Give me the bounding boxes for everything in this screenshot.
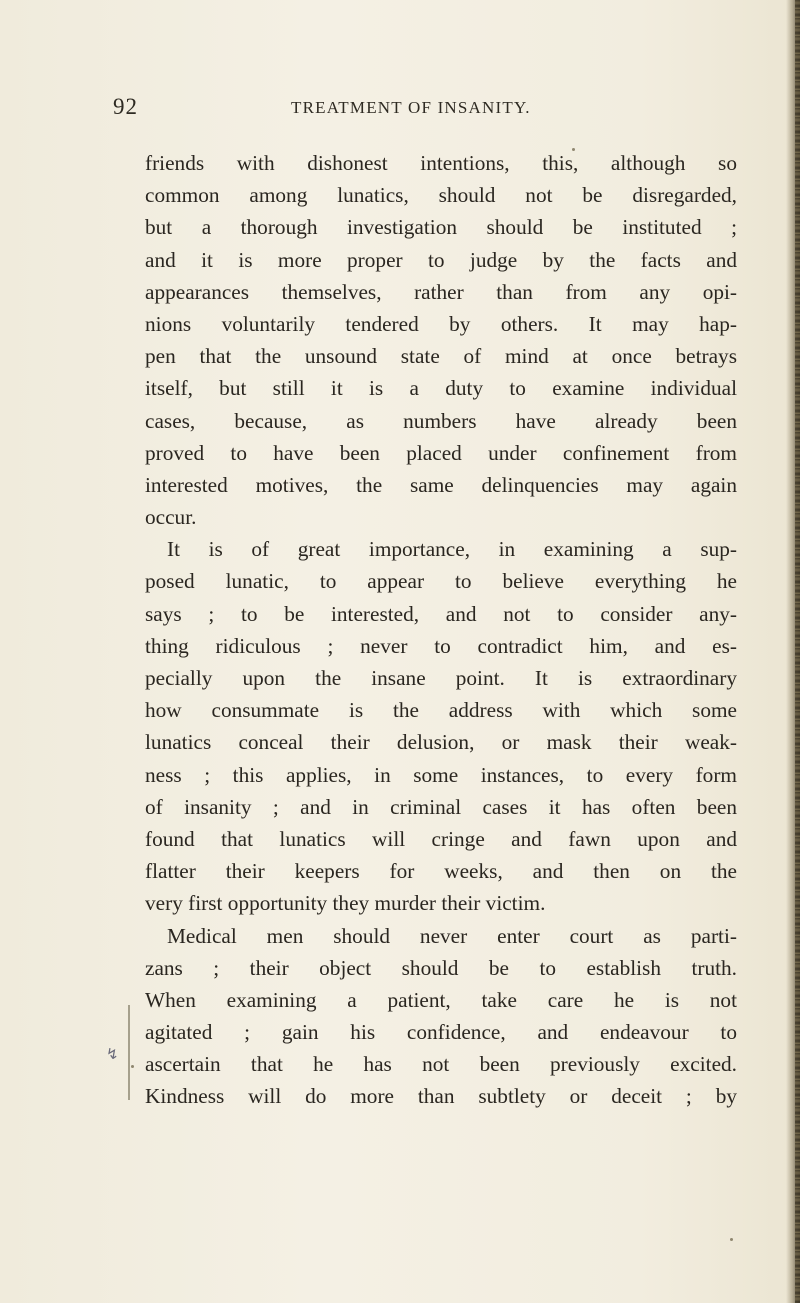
text-line: interested motives, the same delinquencies may again [145,472,737,497]
text-line: pecially upon the insane point. It is extraordinary [145,666,737,690]
text-line: ascertain that he has not been previously excited. [145,1052,737,1077]
text-line: flatter their keepers for weeks, and then on the [145,859,737,884]
text-line: itself, but still it is a duty to examine individual [145,376,737,401]
text-line: very first opportunity they murder their victim. [145,891,546,916]
text-line: and it is more proper to judge by the facts and [145,247,737,272]
text-line: proved to have been placed under confinement from [145,440,737,465]
binding-edge [795,0,800,1303]
text-line: friends with dishonest intentions, this, although so [145,151,737,175]
text-line: posed lunatic, to appear to believe everything he [145,569,737,594]
page-number: 92 [113,94,138,119]
text-line: zans ; their object should be to establish truth. [145,955,737,980]
margin-annotation-mark: ↯ [106,1045,119,1063]
running-head: TREATMENT OF INSANITY. [291,98,531,117]
margin-pencil-rule [128,1005,130,1100]
text-line: common among lunatics, should not be disregarded, [145,183,737,208]
text-line: found that lunatics will cringe and fawn upon and [145,826,737,851]
text-line: cases, because, as numbers have already been [145,408,737,433]
text-line: ness ; this applies, in some instances, to every form [145,762,737,787]
text-line: lunatics conceal their delusion, or mask their weak- [145,730,737,755]
text-line: Kindness will do more than subtlety or deceit ; by [145,1084,737,1109]
text-line: says ; to be interested, and not to consider any- [145,601,737,626]
text-line: but a thorough investigation should be instituted ; [145,215,737,240]
text-line: how consummate is the address with which some [145,698,737,723]
text-line: When examining a patient, take care he is not [145,987,737,1012]
text-line: nions voluntarily tendered by others. It may hap- [145,311,737,336]
paper-speck [730,1238,733,1241]
paragraph-start-line: Medical men should never enter court as parti- [167,923,737,948]
paper-speck [131,1065,134,1068]
paragraph-start-line: It is of great importance, in examining a sup- [167,537,737,562]
text-line: pen that the unsound state of mind at once betrays [145,344,737,369]
text-line: appearances themselves, rather than from any opi- [145,279,737,304]
text-line: thing ridiculous ; never to contradict him, and es- [145,633,737,658]
paper-speck [572,148,575,151]
text-line: occur. [145,505,197,530]
text-line: agitated ; gain his confidence, and endeavour to [145,1020,737,1045]
page-header [113,94,713,124]
body-text [145,147,737,1113]
text-line: of insanity ; and in criminal cases it has often been [145,794,737,819]
